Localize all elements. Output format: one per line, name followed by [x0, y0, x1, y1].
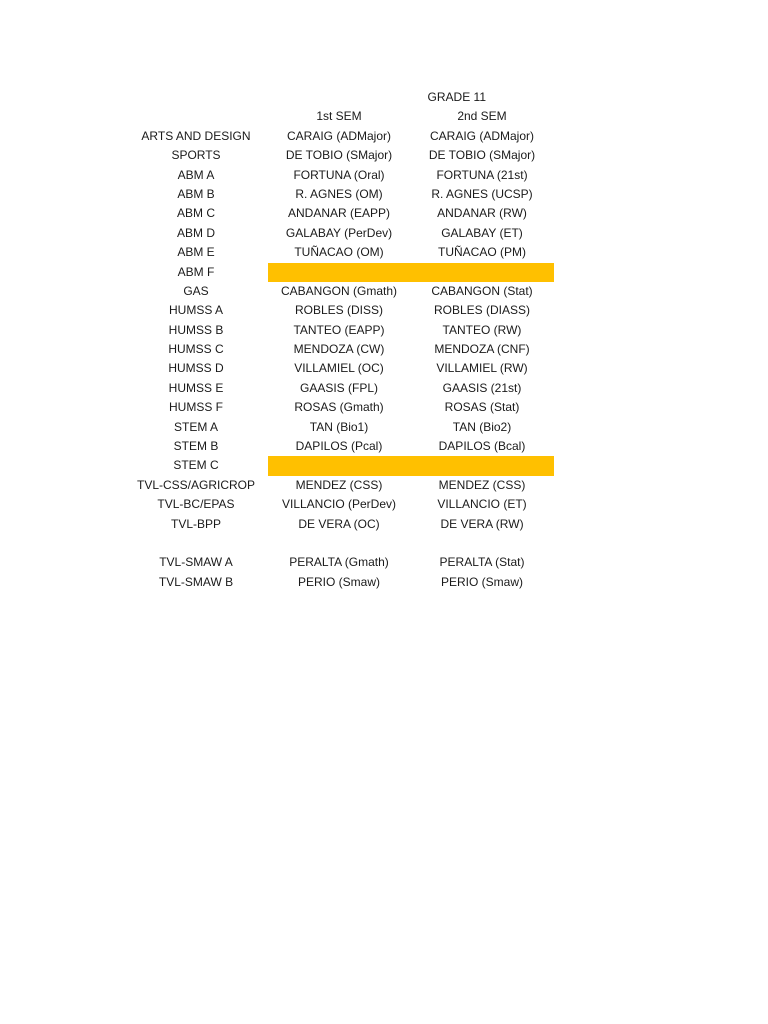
section-cell: TVL-SMAW B	[158, 574, 234, 589]
sem1-teacher-cell	[268, 263, 410, 282]
title-spacer-cell	[124, 88, 268, 107]
sem2-teacher-cell: CARAIG (ADMajor)	[429, 128, 534, 143]
sem2-teacher-cell: DAPILOS (Bcal)	[438, 439, 526, 454]
table-row	[124, 321, 564, 340]
sem2-teacher-cell: DE VERA (RW)	[440, 516, 524, 531]
sem1-teacher-cell	[268, 456, 410, 475]
sem1-teacher-cell: TAN (Bio1)	[309, 419, 369, 434]
table-row	[124, 359, 564, 378]
sem1-teacher-cell: DE TOBIO (SMajor)	[285, 148, 393, 163]
header-1st-sem: 1st SEM	[316, 109, 362, 124]
sem1-teacher-cell: ANDANAR (EAPP)	[287, 206, 391, 221]
sem1-teacher-cell: GAASIS (FPL)	[299, 380, 379, 395]
spacer-row	[124, 534, 564, 553]
section-cell: TVL-BC/EPAS	[157, 497, 235, 512]
section-cell: ABM F	[177, 264, 215, 279]
sem2-teacher-cell: CABANGON (Stat)	[431, 283, 533, 298]
section-cell: TVL-CSS/AGRICROP	[136, 477, 256, 492]
header-2nd-sem: 2nd SEM	[457, 109, 507, 124]
section-cell: HUMSS C	[168, 342, 224, 357]
sem2-teacher-cell: GALABAY (ET)	[441, 225, 523, 240]
section-cell: ARTS AND DESIGN	[141, 128, 251, 143]
sem2-teacher-cell: TANTEO (RW)	[442, 322, 522, 337]
table-row	[124, 185, 564, 204]
sem1-teacher-cell: VILLAMIEL (OC)	[294, 361, 384, 376]
header-row	[124, 107, 564, 126]
sem2-teacher-cell: PERIO (Smaw)	[440, 574, 523, 589]
sem2-teacher-cell: ROSAS (Stat)	[444, 400, 520, 415]
table-row	[124, 573, 564, 592]
sem1-teacher-cell: ROBLES (DISS)	[294, 303, 384, 318]
sem2-teacher-cell: ANDANAR (RW)	[437, 206, 527, 221]
sem2-teacher-cell	[410, 456, 554, 475]
sem2-teacher-cell: MENDOZA (CNF)	[434, 342, 530, 357]
section-cell: HUMSS E	[168, 380, 224, 395]
sem1-teacher-cell: PERALTA (Gmath)	[289, 555, 389, 570]
sem1-teacher-cell: ROSAS (Gmath)	[294, 400, 384, 415]
section-cell: TVL-BPP	[170, 516, 221, 531]
header-section-cell	[124, 107, 268, 126]
table-row	[124, 476, 564, 495]
table-row	[124, 263, 564, 282]
section-cell: STEM C	[173, 458, 219, 473]
sem1-teacher-cell: DE VERA (OC)	[298, 516, 380, 531]
section-cell: HUMSS D	[168, 361, 224, 376]
sem1-teacher-cell: VILLANCIO (PerDev)	[281, 497, 397, 512]
sem2-teacher-cell: ROBLES (DIASS)	[433, 303, 531, 318]
section-cell: STEM A	[173, 419, 218, 434]
section-cell: ABM E	[177, 245, 215, 260]
table-row	[124, 204, 564, 223]
sem1-teacher-cell: DAPILOS (Pcal)	[295, 439, 383, 454]
sheet-title: GRADE 11	[427, 90, 486, 104]
table-row	[124, 127, 564, 146]
section-cell: GAS	[183, 283, 209, 298]
sem2-teacher-cell: TAN (Bio2)	[452, 419, 512, 434]
section-cell: HUMSS A	[168, 303, 223, 318]
sem2-teacher-cell	[410, 263, 554, 282]
table-row	[124, 301, 564, 320]
title-row	[124, 88, 564, 107]
section-cell: STEM B	[173, 439, 219, 454]
grade-11-schedule-sheet	[124, 88, 564, 592]
title-cell	[268, 88, 486, 107]
table-row	[124, 418, 564, 437]
table-row	[124, 515, 564, 534]
sem2-teacher-cell: VILLANCIO (ET)	[437, 497, 527, 512]
section-cell: ABM C	[176, 206, 215, 221]
section-cell: SPORTS	[171, 148, 221, 163]
sem2-teacher-cell: GAASIS (21st)	[442, 380, 522, 395]
table-row	[124, 166, 564, 185]
sem1-teacher-cell: MENDOZA (CW)	[293, 342, 385, 357]
sem1-teacher-cell: TANTEO (EAPP)	[293, 322, 385, 337]
section-cell: HUMSS F	[169, 400, 223, 415]
sem1-teacher-cell: FORTUNA (Oral)	[293, 167, 385, 182]
sem2-teacher-cell: DE TOBIO (SMajor)	[428, 148, 536, 163]
sem1-teacher-cell: GALABAY (PerDev)	[285, 225, 393, 240]
table-row	[124, 379, 564, 398]
sem2-teacher-cell: R. AGNES (UCSP)	[431, 186, 533, 201]
sem1-teacher-cell: MENDEZ (CSS)	[295, 477, 383, 492]
sem2-teacher-cell: FORTUNA (21st)	[436, 167, 528, 182]
sem2-teacher-cell: PERALTA (Stat)	[439, 555, 525, 570]
section-cell: ABM B	[177, 186, 215, 201]
sem2-teacher-cell: TUÑACAO (PM)	[438, 245, 526, 260]
sem2-teacher-cell: VILLAMIEL (RW)	[436, 361, 528, 376]
table-row	[124, 224, 564, 243]
sem1-teacher-cell: CARAIG (ADMajor)	[286, 128, 391, 143]
sem2-teacher-cell: MENDEZ (CSS)	[438, 477, 526, 492]
section-cell: HUMSS B	[168, 322, 224, 337]
section-cell: ABM A	[177, 167, 215, 182]
sem1-teacher-cell: R. AGNES (OM)	[295, 186, 383, 201]
schedule-rows	[124, 127, 564, 592]
table-row	[124, 146, 564, 165]
section-cell: TVL-SMAW A	[159, 555, 233, 570]
sem1-teacher-cell: PERIO (Smaw)	[297, 574, 380, 589]
table-row	[124, 553, 564, 572]
table-row	[124, 282, 564, 301]
section-cell: ABM D	[176, 225, 215, 240]
table-row	[124, 456, 564, 475]
table-row	[124, 437, 564, 456]
table-row	[124, 398, 564, 417]
table-row	[124, 495, 564, 514]
table-row	[124, 340, 564, 359]
table-row	[124, 243, 564, 262]
sem1-teacher-cell: CABANGON (Gmath)	[280, 283, 397, 298]
sem1-teacher-cell: TUÑACAO (OM)	[294, 245, 384, 260]
